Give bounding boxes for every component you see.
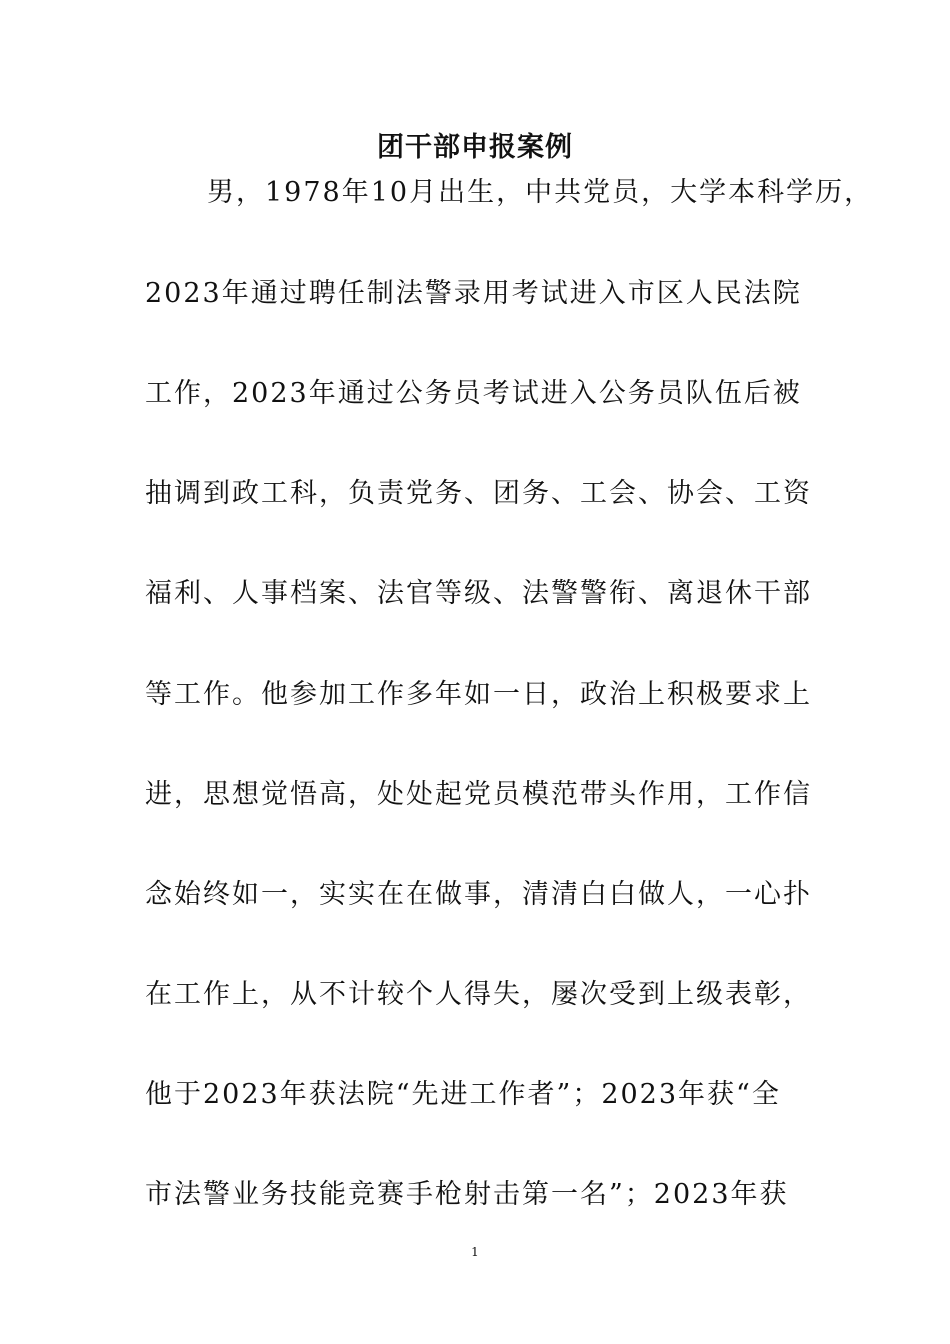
body-text-line-1: 男，1978年10月出生，中共党员，大学本科学历，	[178, 177, 874, 208]
document-title: 团干部申报案例	[377, 132, 573, 163]
page-number: 1	[471, 1245, 479, 1259]
body-text-line-4: 抽调到政工科，负责党务、团务、工会、协会、工资	[145, 478, 812, 509]
body-text-line-10: 他于2023年获法院“先进工作者”；2023年获“全	[145, 1079, 781, 1110]
body-text-line-5: 福利、人事档案、法官等级、法警警衔、离退休干部	[145, 578, 812, 609]
body-text-line-3: 工作，2023年通过公务员考试进入公务员队伍后被	[145, 378, 802, 409]
body-text-line-2: 2023年通过聘任制法警录用考试进入市区人民法院	[145, 278, 802, 309]
body-text-line-8: 念始终如一，实实在在做事，清清白白做人，一心扑	[145, 879, 812, 910]
body-text-line-7: 进，思想觉悟高，处处起党员模范带头作用，工作信	[145, 779, 812, 810]
body-text-line-6: 等工作。他参加工作多年如一日，政治上积极要求上	[145, 679, 812, 710]
body-text-line-9: 在工作上，从不计较个人得失，屡次受到上级表彰，	[145, 979, 812, 1010]
body-text-line-11: 市法警业务技能竞赛手枪射击第一名”；2023年获	[145, 1179, 789, 1210]
